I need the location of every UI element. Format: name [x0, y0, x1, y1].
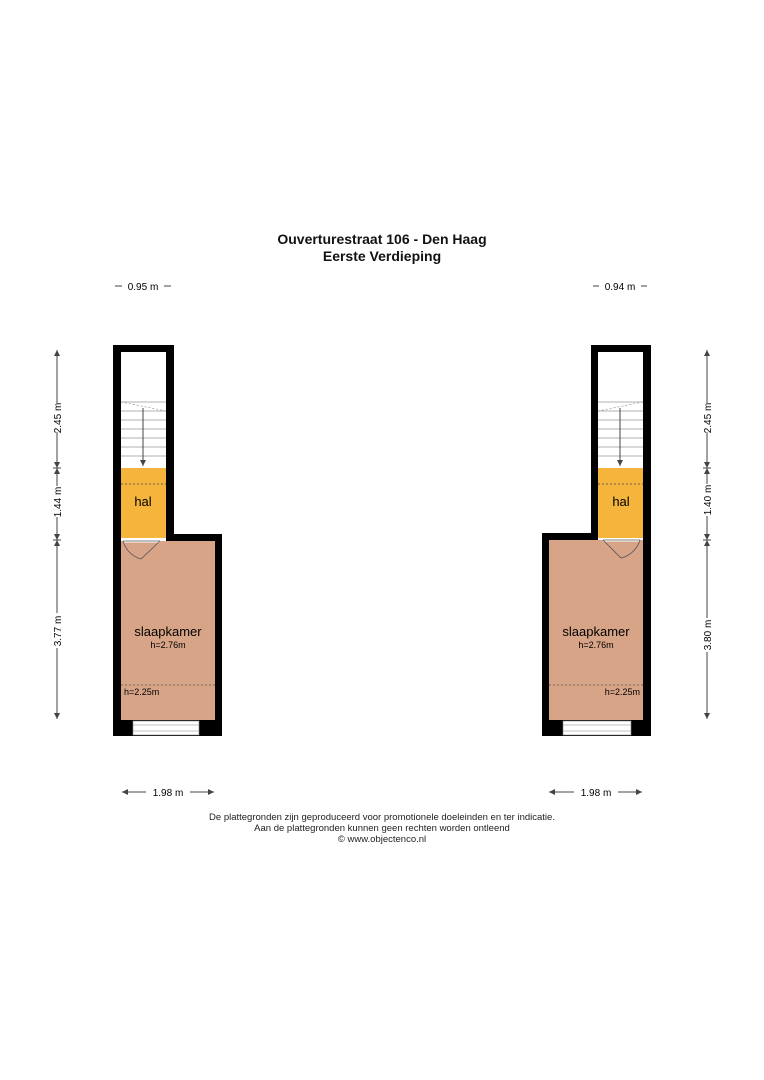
top-width-label: 0.94 m: [604, 282, 636, 293]
room-low-height: h=2.25m: [124, 687, 160, 697]
top-width-label: 0.95 m: [127, 282, 159, 293]
room-label-slaapkamer: slaapkamer: [562, 624, 630, 639]
dimension-label: 2.45 m: [703, 402, 714, 434]
disclaimer-line: Aan de plattegronden kunnen geen rechten worden ontleend: [254, 823, 510, 834]
copyright-link[interactable]: © www.objectenco.nl: [337, 834, 427, 845]
plan-left: [53, 282, 222, 799]
room-label-slaapkamer: slaapkamer: [134, 624, 202, 639]
floor-name: Eerste Verdieping: [322, 248, 442, 264]
window: [133, 721, 199, 735]
plan-title: Ouverturestraat 106 - Den Haag: [277, 231, 487, 247]
room-low-height: h=2.25m: [604, 687, 640, 697]
dimension-label: 3.80 m: [703, 619, 714, 651]
dimension-label: 2.45 m: [53, 402, 64, 434]
room-height: h=2.76m: [150, 640, 186, 650]
disclaimer-line: De plattegronden zijn geproduceerd voor promotionele doeleinden en ter indicatie.: [209, 812, 555, 823]
dimension-label: 1.40 m: [703, 484, 714, 516]
bottom-width-label: 1.98 m: [580, 788, 612, 799]
room-label-hal: hal: [612, 494, 630, 509]
dimension-label: 1.44 m: [53, 486, 64, 518]
room-label-hal: hal: [134, 494, 152, 509]
room-height: h=2.76m: [578, 640, 614, 650]
window: [563, 721, 631, 735]
bottom-width-label: 1.98 m: [152, 788, 184, 799]
dimension-label: 3.77 m: [53, 615, 64, 647]
plan-right: [542, 282, 714, 799]
